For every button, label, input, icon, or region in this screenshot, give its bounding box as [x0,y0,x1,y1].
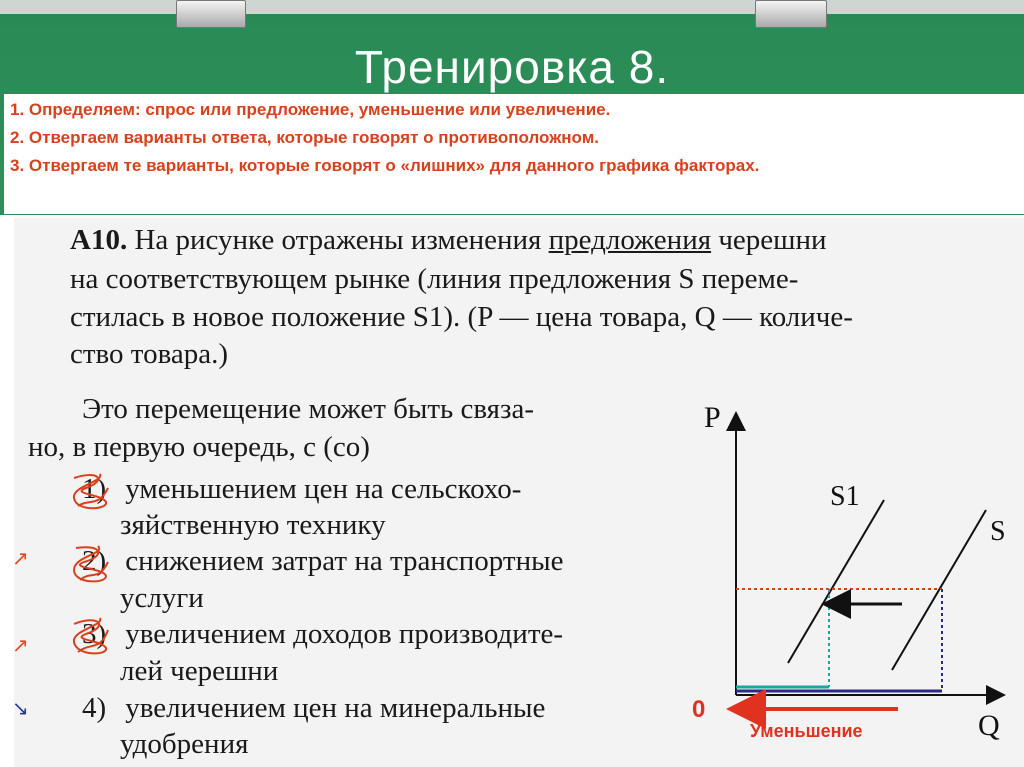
rules-box [4,94,1024,214]
question-text-b: черешни [718,224,827,256]
scribble-cross-icon [68,468,112,514]
origin-label: 0 [692,696,706,723]
rule-3: 3. Отвергаем те варианты, которые говорят о «лишних» для данного графика факторах. [10,156,760,175]
arrow-up-icon: ↗ [12,546,29,570]
question-number: A10. [70,224,128,256]
question-keyword: предложения [548,224,712,256]
option-3-number: 3) [82,618,107,650]
scribble-cross-icon [68,540,112,586]
option-2-text: снижением затрат на транспортные [125,545,564,577]
option-2-number: 2) [82,545,107,577]
slide-title: Тренировка 8. [354,41,670,93]
board-clip-right [755,0,827,28]
option-1-text: уменьшением цен на сельскохо- [125,473,522,505]
option-1[interactable] [82,473,521,506]
question-text-a: На рисунке отражены изменения [134,224,542,256]
option-3-text: увеличением доходов производите- [125,618,564,650]
board-frame [0,0,1024,14]
option-4[interactable] [82,692,545,725]
q-axis-label: Q [978,709,1000,742]
board-clip-left [176,0,246,28]
s-label: S [990,516,1006,547]
question-line-1 [70,224,827,257]
scribble-cross-icon [68,612,112,658]
option-4-number: 4) [82,692,107,724]
p-axis-label: P [704,401,721,434]
decrease-label: Уменьшение [750,721,863,741]
supply-shift-graph [680,395,1020,767]
question-line-2: на соответствующем рынке (линия предложения S переме- [70,263,799,295]
s1-label: S1 [830,481,860,512]
option-1-text-cont: зяйственную технику [120,509,386,541]
arrow-up-icon: ↗ [12,633,29,657]
arrow-down-icon: ↘ [12,696,29,720]
option-3[interactable] [82,618,563,651]
question-line-5: Это перемещение может быть связа- [82,393,535,425]
rule-1: 1. Определяем: спрос или предложение, уменьшение или увеличение. [10,100,611,119]
option-3-text-cont: лей черешни [120,655,279,687]
option-2-text-cont: услуги [120,582,204,614]
option-4-text: увеличением цен на минеральные [125,692,546,724]
rule-2: 2. Отвергаем варианты ответа, которые говорят о противоположном. [10,128,599,147]
supply-curve-s1 [788,500,884,663]
option-4-text-cont: удобрения [120,728,249,760]
question-line-3: стилась в новое положение S1). (P — цена товара, Q — количе- [70,301,853,333]
option-2[interactable] [82,545,563,578]
question-line-6: но, в первую очередь, с (со) [28,431,370,463]
question-line-4: ство товара.) [70,338,229,370]
option-1-number: 1) [82,473,107,505]
